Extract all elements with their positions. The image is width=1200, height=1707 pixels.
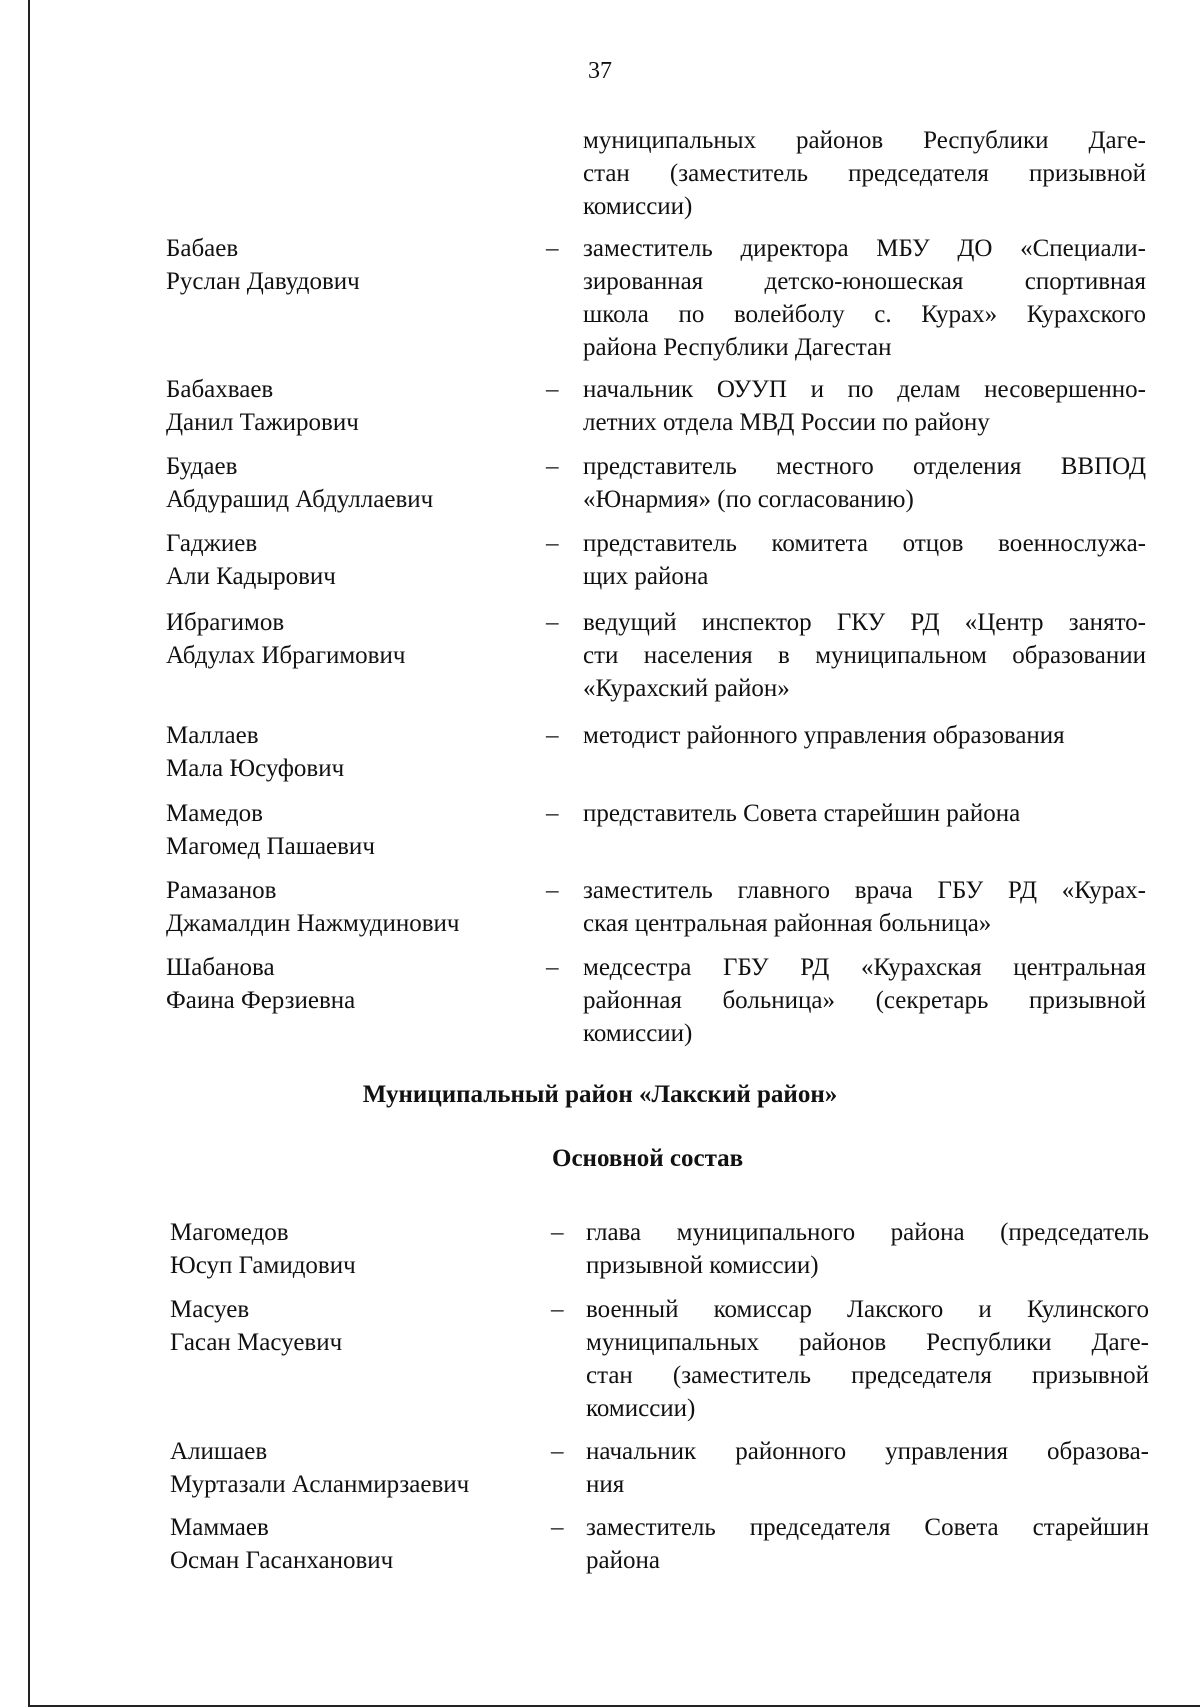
member-role (583, 719, 1146, 752)
text-line: муниципальных районов Республики Даге- (583, 127, 1146, 154)
member-surname: Магомедов (170, 1219, 289, 1246)
dash: – (546, 954, 559, 981)
text-line: комиссии) (583, 1020, 693, 1047)
dash: – (551, 1514, 564, 1541)
member-role (583, 527, 1146, 593)
dash: – (546, 530, 559, 557)
member-role (586, 1293, 1149, 1425)
member-name (170, 1511, 530, 1577)
member-name (166, 450, 526, 516)
text-line: комиссии) (583, 193, 693, 220)
text-line: щих района (583, 563, 709, 590)
member-entry (0, 719, 1200, 782)
text-line: «Юнармия» (по согласованию) (583, 486, 914, 513)
text-line: сти населения в муниципальном образовании (583, 642, 1146, 669)
text-line: начальник ОУУП и по делам несовершенно- (583, 376, 1146, 403)
text-line: начальник районного управления образова- (586, 1438, 1149, 1465)
member-role (586, 1511, 1149, 1577)
dash: – (546, 235, 559, 262)
text-line: стан (заместитель председателя призывной (586, 1362, 1149, 1389)
dash: – (551, 1296, 564, 1323)
member-given-name: Осман Гасанханович (170, 1547, 394, 1574)
member-surname: Бабаев (166, 235, 239, 262)
text-line: представитель местного отделения ВВПОД (583, 453, 1146, 480)
text-line: зированная детско-юношеская спортивная (583, 268, 1146, 295)
page-number: 37 (588, 58, 612, 84)
member-role (583, 606, 1146, 705)
member-given-name: Абдулах Ибрагимович (166, 642, 406, 669)
member-surname: Рамазанов (166, 877, 277, 904)
text-line: военный комиссар Лакского и Кулинского (586, 1296, 1149, 1323)
text-line: призывной комиссии) (586, 1252, 819, 1279)
member-entry (0, 373, 1200, 436)
member-name (166, 373, 526, 439)
text-line: «Курахский район» (583, 675, 790, 702)
member-role (583, 373, 1146, 439)
member-role (586, 1435, 1149, 1501)
text-line: заместитель директора МБУ ДО «Специали- (583, 235, 1146, 262)
member-surname: Мамедов (166, 800, 263, 827)
dash: – (551, 1219, 564, 1246)
member-name (166, 232, 526, 298)
dash: – (551, 1438, 564, 1465)
member-entry (0, 1293, 1200, 1422)
continuation-entry (0, 124, 1200, 220)
member-entry (0, 1216, 1200, 1279)
dash: – (546, 722, 559, 749)
member-name (166, 527, 526, 593)
member-surname: Маммаев (170, 1514, 269, 1541)
member-given-name: Юсуп Гамидович (170, 1252, 356, 1279)
member-surname: Алишаев (170, 1438, 268, 1465)
dash: – (546, 376, 559, 403)
member-role (583, 232, 1146, 364)
member-surname: Будаев (166, 453, 238, 480)
member-entry (0, 1435, 1200, 1498)
text-line: стан (заместитель председателя призывной (583, 160, 1146, 187)
member-given-name: Магомед Пашаевич (166, 833, 375, 860)
member-surname: Ибрагимов (166, 609, 285, 636)
member-role (583, 951, 1146, 1050)
text-line: представитель комитета отцов военнослужа- (583, 530, 1146, 557)
member-entry (0, 450, 1200, 513)
member-role (583, 874, 1146, 940)
dash: – (546, 453, 559, 480)
member-entry (0, 797, 1200, 860)
member-given-name: Руслан Давудович (166, 268, 360, 295)
text-line: ская центральная районная больница» (583, 910, 992, 937)
member-name (170, 1435, 530, 1501)
member-given-name: Данил Тажирович (166, 409, 359, 436)
text-line: летних отдела МВД России по району (583, 409, 990, 436)
member-entry (0, 606, 1200, 702)
member-name (166, 719, 526, 785)
member-role (583, 450, 1146, 516)
section-title: Муниципальный район «Лакский район» (362, 1081, 838, 1108)
member-surname: Шабанова (166, 954, 275, 981)
member-entry (0, 1511, 1200, 1574)
member-entry (0, 951, 1200, 1047)
text-line: ведущий инспектор ГКУ РД «Центр занято- (583, 609, 1146, 636)
text-line: комиссии) (586, 1395, 696, 1422)
text-line: района (586, 1547, 660, 1574)
text-line: районная больница» (секретарь призывной (583, 987, 1146, 1014)
text-line: ния (586, 1471, 625, 1498)
dash: – (546, 800, 559, 827)
member-role (586, 1216, 1149, 1282)
member-surname: Маллаев (166, 722, 259, 749)
subsection-title: Основной состав (552, 1145, 744, 1172)
member-entry (0, 527, 1200, 590)
member-given-name: Муртазали Асланмирзаевич (170, 1471, 470, 1498)
member-role (583, 797, 1146, 830)
dash: – (546, 609, 559, 636)
text-line: представитель Совета старейшин района (583, 800, 1021, 827)
member-name (166, 606, 526, 672)
text-line: заместитель председателя Совета старейшин (586, 1514, 1149, 1541)
member-given-name: Фаина Ферзиевна (166, 987, 356, 1014)
member-surname: Гаджиев (166, 530, 258, 557)
text-line: школа по волейболу с. Курах» Курахского (583, 301, 1146, 328)
member-name (166, 874, 526, 940)
text-line: района Республики Дагестан (583, 334, 892, 361)
member-name (170, 1293, 530, 1359)
member-given-name: Гасан Масуевич (170, 1329, 343, 1356)
member-name (166, 797, 526, 863)
text-line: муниципальных районов Республики Даге- (586, 1329, 1149, 1356)
continuation-text (583, 124, 1146, 223)
member-entry (0, 232, 1200, 361)
member-given-name: Джамалдин Нажмудинович (166, 910, 460, 937)
member-given-name: Абдурашид Абдуллаевич (166, 486, 434, 513)
text-line: глава муниципального района (председатель (586, 1219, 1149, 1246)
member-entry (0, 874, 1200, 937)
member-surname: Масуев (170, 1296, 250, 1323)
dash: – (546, 877, 559, 904)
text-line: методист районного управления образования (583, 722, 1065, 749)
member-name (170, 1216, 530, 1282)
member-given-name: Али Кадырович (166, 563, 336, 590)
text-line: медсестра ГБУ РД «Курахская центральная (583, 954, 1146, 981)
member-given-name: Мала Юсуфович (166, 755, 345, 782)
member-surname: Бабахваев (166, 376, 274, 403)
member-name (166, 951, 526, 1017)
text-line: заместитель главного врача ГБУ РД «Курах- (583, 877, 1146, 904)
